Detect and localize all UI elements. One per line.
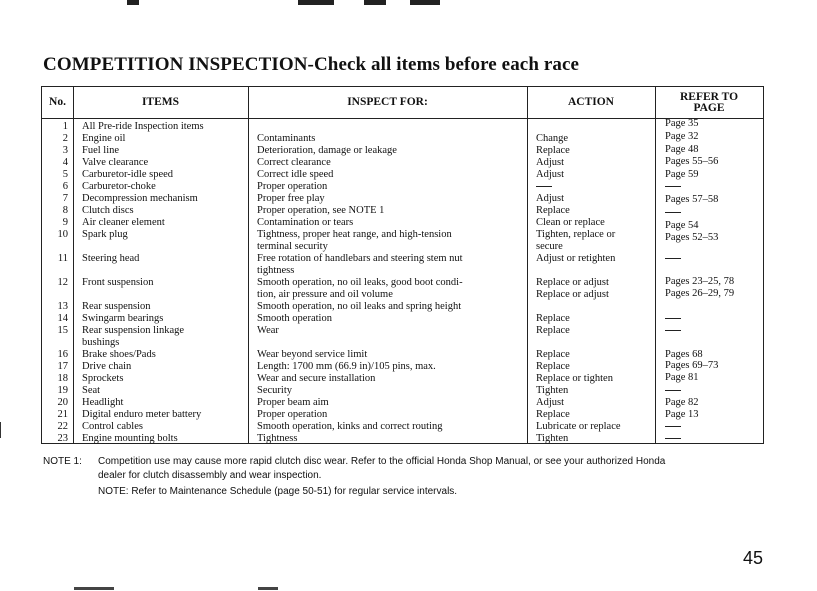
row-number: 2 [62,133,68,144]
row-number: 5 [62,169,68,180]
note-line-2: dealer for clutch disassembly and wear inspection. [98,470,322,481]
note-label: NOTE 1: [43,456,82,467]
item-text: Fuel line [82,145,120,156]
action-text: Replace [536,349,570,360]
row-number: 18 [57,373,68,384]
inspect-text: tion, air pressure and oil volume [257,289,393,300]
action-text: Change [536,133,569,144]
item-text: Brake shoes/Pads [82,349,156,360]
inspect-text: tightness [257,265,295,276]
action-text: Replace [536,313,570,324]
action-text: Adjust [536,169,565,180]
action-text: Replace [536,409,570,420]
row-number: 17 [57,361,68,372]
inspect-text: Contamination or tears [257,217,354,228]
column-divider [527,87,528,443]
action-text: Clean or replace [536,217,605,228]
inspect-text: Smooth operation [257,313,332,324]
row-number: 12 [57,277,68,288]
refer-text-dash [665,385,681,397]
action-text: Adjust or retighten [536,253,616,264]
inspect-text: Wear and secure installation [257,373,376,384]
action-text: Adjust [536,157,565,168]
dash-mark [665,186,681,187]
refer-text: Page 82 [665,397,699,408]
item-text: Control cables [82,421,143,432]
refer-text: Page 48 [665,144,699,155]
item-text: Front suspension [82,277,154,288]
inspect-text: Smooth operation, no oil leaks and spring height [257,301,462,312]
refer-text: Pages 52–53 [665,232,719,243]
column-divider [248,87,249,443]
refer-text-dash [665,207,681,219]
inspect-text: Length: 1700 mm (66.9 in)/105 pins, max. [257,361,436,372]
row-number: 14 [57,313,68,324]
row-number: 10 [57,229,68,240]
action-text: Tighten [536,385,569,396]
page-number: 45 [743,548,764,568]
inspect-text: Smooth operation, kinks and correct routing [257,421,443,432]
refer-text: Pages 57–58 [665,194,719,205]
refer-text: Pages 26–29, 79 [665,288,735,299]
action-text: Replace or tighten [536,373,613,384]
dash-mark [665,212,681,213]
item-text: Headlight [82,397,124,408]
action-text: Replace or adjust [536,289,609,300]
item-text: Carburetor-idle speed [82,169,174,180]
inspect-text: terminal security [257,241,328,252]
inspection-table [41,86,764,444]
header-divider [42,118,763,119]
refer-text-dash [665,313,681,325]
row-number: 16 [57,349,68,360]
refer-text: Pages 68 [665,349,703,360]
header-no: No. [49,96,66,108]
refer-text: Page 13 [665,409,699,420]
dash-mark [665,390,681,391]
inspect-text: Free rotation of handlebars and steering stem nut [257,253,463,264]
row-number: 21 [57,409,68,420]
refer-text: Pages 23–25, 78 [665,276,735,287]
top-crop-marks [0,0,817,12]
item-text: Drive chain [82,361,132,372]
action-text: Adjust [536,193,565,204]
header-inspect-for: INSPECT FOR: [347,96,428,108]
header-refer-to-page [655,87,763,118]
row-number: 11 [57,253,68,264]
inspect-text: Smooth operation, no oil leaks, good boot condi- [257,277,463,288]
header-refer-line-1: REFER TO [679,90,739,103]
inspect-text: Contaminants [257,133,316,144]
inspect-text: Proper free play [257,193,325,204]
refer-text: Page 32 [665,131,699,142]
row-number: 4 [62,157,68,168]
inspect-text: Security [257,385,292,396]
row-number: 19 [57,385,68,396]
item-text: Rear suspension [82,301,151,312]
refer-text: Page 59 [665,169,699,180]
dash-mark [536,186,552,187]
action-text: Replace or adjust [536,277,609,288]
item-text: Rear suspension linkage [82,325,185,336]
dash-mark [665,330,681,331]
action-text: Tighten [536,433,569,444]
refer-text-dash [665,181,681,193]
refer-text: Pages 69–73 [665,360,719,371]
inspect-text: Deterioration, damage or leakage [257,145,397,156]
inspect-text: Tightness, proper heat range, and high-tension [257,229,452,240]
dash-mark [665,426,681,427]
note-line-1: Competition use may cause more rapid clutch disc wear. Refer to the official Honda Shop Manual, or see your authorized Honda [98,456,666,467]
item-text: Decompression mechanism [82,193,198,204]
action-text: Replace [536,361,570,372]
inspect-text: Wear [257,325,279,336]
left-edge-mark [0,422,1,438]
column-divider [73,87,74,443]
item-text: Steering head [82,253,140,264]
inspect-text: Proper operation [257,181,328,192]
refer-text-dash [665,325,681,337]
refer-text: Page 54 [665,220,699,231]
dash-mark [665,318,681,319]
item-text: Carburetor-choke [82,181,156,192]
item-text: Swingarm bearings [82,313,164,324]
inspect-text: Proper beam aim [257,397,329,408]
inspect-text: Tightness [257,433,298,444]
item-text: Seat [82,385,101,396]
item-text: Valve clearance [82,157,149,168]
item-text: Digital enduro meter battery [82,409,202,420]
row-number: 23 [57,433,68,444]
row-number: 1 [62,121,68,132]
row-number: 8 [62,205,68,216]
item-text: Air cleaner element [82,217,165,228]
row-number: 13 [57,301,68,312]
header-items: ITEMS [141,96,180,108]
inspect-text: Proper operation, see NOTE 1 [257,205,385,216]
row-number: 3 [62,145,68,156]
item-text: All Pre-ride Inspection items [82,121,204,132]
action-text: Lubricate or replace [536,421,621,432]
inspect-text: Correct idle speed [257,169,334,180]
note-line-3: NOTE: Refer to Maintenance Schedule (page 50-51) for regular service intervals. [98,486,458,497]
action-text: Adjust [536,397,565,408]
inspect-text: Proper operation [257,409,328,420]
action-text-dash [536,181,552,193]
dash-mark [665,258,681,259]
row-number: 7 [62,193,68,204]
row-number: 20 [57,397,68,408]
action-text: Tighten, replace or [536,229,616,240]
action-text: Replace [536,145,570,156]
inspect-text: Correct clearance [257,157,331,168]
refer-text: Pages 55–56 [665,156,719,167]
action-text: secure [536,241,563,252]
row-number: 6 [62,181,68,192]
row-number: 9 [62,217,68,228]
refer-text-dash [665,433,681,445]
item-text: bushings [82,337,120,348]
refer-text: Page 35 [665,118,699,129]
header-refer-line-2: PAGE [693,101,725,114]
column-divider [655,87,656,443]
item-text: Engine mounting bolts [82,433,178,444]
refer-text-dash [665,253,681,265]
refer-text-dash [665,421,681,433]
action-text: Replace [536,205,570,216]
row-number: 15 [57,325,68,336]
page-title: COMPETITION INSPECTION-Check all items before each race [43,54,580,75]
row-number: 22 [57,421,68,432]
item-text: Spark plug [82,229,128,240]
header-action: ACTION [567,96,614,108]
bottom-crop-marks [0,585,817,591]
refer-text: Page 81 [665,372,699,383]
item-text: Sprockets [82,373,124,384]
item-text: Clutch discs [82,205,134,216]
item-text: Engine oil [82,133,126,144]
action-text: Replace [536,325,570,336]
inspect-text: Wear beyond service limit [257,349,368,360]
dash-mark [665,438,681,439]
